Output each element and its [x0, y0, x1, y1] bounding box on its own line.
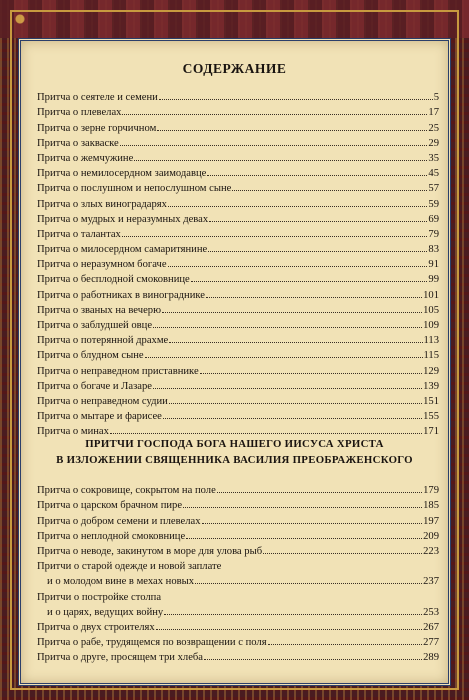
toc-entry-title: Притча о неправедном судии — [37, 395, 168, 407]
dot-leader — [153, 388, 422, 389]
dot-leader — [159, 99, 433, 100]
dot-leader — [134, 160, 427, 161]
toc-entry-title: Притча о неводе, закинутом в море для улова рыб — [37, 545, 263, 557]
contents-page — [18, 38, 451, 686]
section2-heading-line2: В ИЗЛОЖЕНИИ СВЯЩЕННИКА ВАСИЛИЯ ПРЕОБРАЖЕНСКОГО — [56, 454, 413, 466]
toc-entry-title: Притчи о постройке столпа — [37, 591, 162, 603]
toc-entry — [37, 618, 439, 633]
dot-leader — [162, 312, 422, 313]
toc-entry-title: Притча о талантах — [37, 228, 121, 240]
toc-entry-page: 179 — [423, 485, 439, 497]
dot-leader — [122, 236, 428, 237]
toc-entry-page: 25 — [428, 122, 439, 134]
contents-title: СОДЕРЖАНИЕ — [182, 61, 287, 76]
dot-leader — [157, 130, 427, 131]
toc-entry — [37, 103, 439, 118]
toc-entry-page: 29 — [428, 137, 439, 149]
toc-entry — [37, 164, 439, 179]
toc-entry — [37, 496, 439, 511]
toc-entry-title: Притча о неправедном приставнике — [37, 365, 199, 377]
toc-entry — [37, 179, 439, 194]
section2-heading — [21, 436, 448, 468]
toc-entry-page: 99 — [428, 274, 439, 286]
toc-entry — [37, 481, 439, 496]
toc-entry — [37, 270, 439, 285]
dot-leader — [204, 659, 422, 660]
toc-entry-title: Притча о милосердном самаритянине — [37, 244, 208, 256]
toc-entry — [37, 392, 439, 407]
toc-entry-page: 5 — [433, 92, 439, 104]
toc-entry-title: Притча о званых на вечерю — [37, 304, 161, 316]
dot-leader — [163, 418, 422, 419]
toc-entry-page: 57 — [428, 183, 439, 195]
toc-entry-title: Притча о бесплодной смоковнице — [37, 274, 190, 286]
toc-entry-page: 101 — [423, 289, 439, 301]
toc-entry — [37, 407, 439, 422]
toc-entry — [37, 225, 439, 240]
toc-entry-page: 69 — [428, 213, 439, 225]
dot-leader — [164, 614, 422, 615]
dot-leader — [156, 629, 422, 630]
toc-entry-title: Притча о друге, просящем три хлеба — [37, 652, 203, 664]
dot-leader — [268, 644, 423, 645]
dot-leader — [207, 175, 427, 176]
dot-leader — [120, 145, 428, 146]
toc-entry-title: Притча о рабе, трудящемся по возвращении с поля — [37, 637, 267, 649]
toc-entry-title: Притча о работниках в винограднике — [37, 289, 205, 301]
toc-entry — [37, 633, 439, 648]
toc-entry-title: Притча о мудрых и неразумных девах — [37, 213, 209, 225]
toc-entry-page: 129 — [423, 365, 439, 377]
toc-entry-title: Притча о царском брачном пире — [37, 500, 183, 512]
toc-entry-page: 115 — [423, 350, 439, 362]
toc-entry-title: Притча о закваске — [37, 137, 119, 149]
toc-entry — [37, 527, 439, 542]
toc-entry — [37, 648, 439, 663]
toc-entry-title: и о царях, ведущих войну — [47, 606, 164, 618]
dot-leader — [145, 357, 423, 358]
toc-entry — [37, 240, 439, 255]
toc-entry — [37, 346, 439, 361]
toc-entry — [37, 285, 439, 300]
contents-list — [37, 88, 439, 437]
dot-leader — [169, 403, 422, 404]
toc-entry-title: и о молодом вине в мехах новых — [47, 576, 195, 588]
toc-entry-page: 83 — [428, 244, 439, 256]
toc-entry-title: Притча о потерянной драхме — [37, 335, 169, 347]
dot-leader — [153, 327, 422, 328]
toc-entry-page: 223 — [423, 545, 439, 557]
dot-leader — [200, 373, 422, 374]
toc-entry-page: 17 — [428, 107, 439, 119]
toc-entry — [37, 255, 439, 270]
toc-entry-title: Притчи о старой одежде и новой заплате — [37, 561, 222, 573]
toc-entry — [37, 331, 439, 346]
dot-leader — [206, 297, 422, 298]
toc-entry-page: 151 — [423, 395, 439, 407]
toc-entry-page: 139 — [423, 380, 439, 392]
dot-leader — [208, 251, 427, 252]
toc-entry — [37, 210, 439, 225]
toc-entry-page: 105 — [423, 304, 439, 316]
toc-entry-title: Притча о заблудшей овце — [37, 320, 153, 331]
toc-entry-page: 45 — [428, 168, 439, 180]
toc-entry-page: 155 — [423, 411, 439, 423]
toc-entry — [37, 88, 439, 103]
toc-entry-page: 253 — [423, 606, 439, 618]
dot-leader — [168, 206, 427, 207]
toc-entry — [37, 301, 439, 316]
toc-entry-title: Притча о немилосердном заимодавце — [37, 168, 207, 180]
dot-leader — [168, 266, 428, 267]
toc-entry-title: Притча о добром семени и плевелах — [37, 515, 201, 527]
toc-entry-title: Притча о двух строителях — [37, 621, 155, 633]
toc-entry-title: Притча о жемчужине — [37, 152, 134, 164]
toc-entry — [37, 587, 439, 602]
dot-leader — [169, 342, 422, 343]
dot-leader — [209, 221, 427, 222]
toc-entry-title: Притча о неразумном богаче — [37, 259, 167, 271]
toc-entry-title: Притча о богаче и Лазаре — [37, 380, 152, 392]
dot-leader — [191, 281, 428, 282]
toc-entry — [37, 361, 439, 376]
toc-entry-title: Притча о злых виноградарях — [37, 198, 167, 210]
dot-leader — [217, 492, 422, 493]
toc-entry-page: 185 — [423, 500, 439, 512]
toc-entry-page: 79 — [428, 228, 439, 240]
toc-entry-page: 267 — [423, 621, 439, 633]
toc-entry — [37, 377, 439, 392]
toc-entry — [37, 149, 439, 164]
toc-entry-title: Притча о минах — [37, 426, 109, 438]
toc-entry-title: Притча о сокровище, сокрытом на поле — [37, 485, 216, 497]
toc-entry — [37, 603, 439, 618]
toc-entry — [37, 511, 439, 526]
toc-entry-page: 209 — [423, 530, 439, 542]
toc-entry-page: 237 — [423, 576, 439, 588]
toc-entry-title: Притча о блудном сыне — [37, 350, 144, 362]
toc-entry-page: 197 — [423, 515, 439, 527]
toc-entry — [37, 316, 439, 331]
toc-entry-page: 277 — [423, 637, 439, 649]
toc-entry — [37, 572, 439, 587]
dot-leader — [195, 583, 422, 584]
dot-leader — [110, 433, 422, 434]
dot-leader — [263, 553, 422, 554]
dot-leader — [183, 507, 422, 508]
toc-entry-title: Притча о мытаре и фарисее — [37, 411, 162, 423]
toc-entry-title: Притча о неплодной смоковнице — [37, 530, 186, 542]
toc-entry-title: Притча о зерне горчичном — [37, 122, 157, 134]
toc-entry — [37, 194, 439, 209]
toc-entry-page: 59 — [428, 198, 439, 210]
toc-entry-title: Притча о сеятеле и семени — [37, 92, 158, 104]
dot-leader — [122, 114, 427, 115]
toc-entry-page: 171 — [423, 426, 439, 438]
dot-leader — [232, 190, 427, 191]
toc-entry-page: 113 — [423, 335, 439, 347]
toc-entry-page: 91 — [428, 259, 439, 271]
toc-entry — [37, 118, 439, 133]
toc-entry — [37, 134, 439, 149]
section2-list — [37, 481, 439, 663]
toc-entry — [37, 542, 439, 557]
toc-entry-page: 35 — [428, 152, 439, 164]
toc-entry — [37, 557, 439, 572]
dot-leader — [186, 538, 422, 539]
toc-entry-page: 109 — [423, 320, 439, 331]
dot-leader — [202, 523, 423, 524]
toc-entry-page: 289 — [423, 652, 439, 664]
section2-heading-line1: ПРИТЧИ ГОСПОДА БОГА НАШЕГО ИИСУСА ХРИСТА — [85, 438, 384, 450]
toc-entry-title: Притча о послушном и непослушном сыне — [37, 183, 232, 195]
toc-entry-title: Притча о плевелах — [37, 107, 122, 119]
